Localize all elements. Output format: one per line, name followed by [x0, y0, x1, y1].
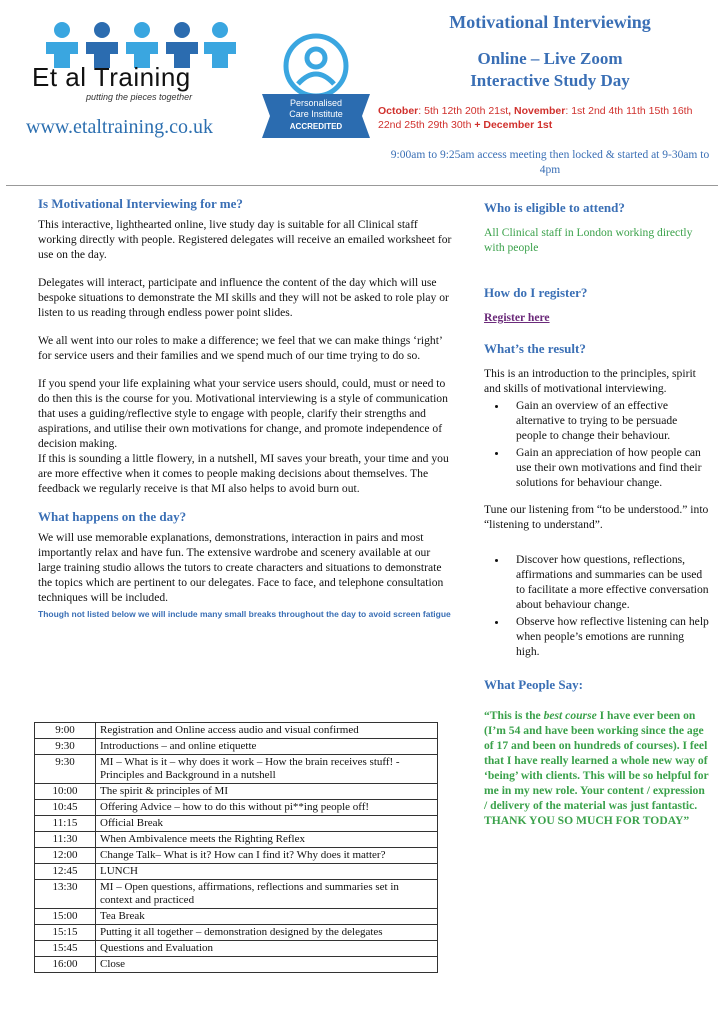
schedule-time: 9:00: [35, 723, 96, 739]
tune-listening: Tune our listening from “to be understood.” into “listening to understand”.: [484, 503, 709, 531]
schedule-row: [35, 909, 438, 925]
schedule-row: [35, 755, 438, 784]
schedule-row: [35, 739, 438, 755]
result-bullet: • Discover how questions, reflections, affirmations and summaries can be used to facilitate a more effective conversation about behaviour change.: [508, 552, 710, 612]
subtitle-line2: Interactive Study Day: [470, 71, 630, 90]
schedule-time: 10:00: [35, 784, 96, 800]
schedule-row: [35, 723, 438, 739]
schedule-row: [35, 880, 438, 909]
schedule-time: 12:45: [35, 864, 96, 880]
paragraph-nutshell: If this is sounding a little flowery, in a nutshell, MI saves your breath, your time and you are more effective when it comes to people making decisions about themselves. The feedback we regularly receive is that MI also helps to avoid burn out.: [38, 452, 449, 495]
breaks-note: Though not listed below we will include many small breaks throughout the day to avoid screen fatigue: [38, 609, 451, 619]
schedule-row: [35, 832, 438, 848]
heading-on-the-day: What happens on the day?: [38, 509, 187, 524]
quote-start: “This is the: [484, 709, 544, 722]
heading-result: What’s the result?: [484, 341, 586, 356]
schedule-item: MI – What is it – why does it work – How the brain receives stuff! - Principles and Background in a nutshell: [96, 755, 438, 784]
result-bullet: • Gain an appreciation of how people can use their own motivations and find their solutions for behaviour change.: [508, 445, 710, 490]
paragraph-roles: We all went into our roles to make a difference; we feel that we can make things ‘right’ for service users and their families and we spend much of our time trying to do so.: [38, 334, 442, 362]
paragraph-intro: This interactive, lighthearted online, live study day is suitable for all Clinical staff working directly with people. Registered delegates will receive an emailed worksheet for use on the day.: [38, 218, 452, 261]
schedule-time: 15:45: [35, 941, 96, 957]
result-intro: This is an introduction to the principles, spirit and skills of motivational interviewing.: [484, 367, 696, 395]
heading-eligible: Who is eligible to attend?: [484, 200, 625, 215]
quote-body: I have ever been on (I’m 54 and have been working since the age of 17 and been on hundreds of courses). I feel that I have really learned a whole new way of ‘being’ with clients. This will be so helpful for me in my new role. Your content / expression / delivery of the material was just fantastic.: [484, 709, 709, 812]
accreditation-badge-icon: [258, 32, 374, 140]
heading-people-say: What People Say:: [484, 677, 583, 692]
schedule-row: [35, 784, 438, 800]
paragraph-style: If you spend your life explaining what your service users should, could, must or need to do then this is the course for you. Motivational interviewing is a style of communication that uses a guiding/reflective style to engage with people, clarify their strengths and aspirations, and utilise their own motivations for change, and promote independence of decision making.: [38, 377, 448, 450]
schedule-item: Official Break: [96, 816, 438, 832]
schedule-item: When Ambivalence meets the Righting Reflex: [96, 832, 438, 848]
schedule-time: 10:45: [35, 800, 96, 816]
schedule-time: 15:00: [35, 909, 96, 925]
session-times: 9:00am to 9:25am access meeting then locked & started at 9-30am to 4pm: [390, 149, 710, 176]
schedule-time: 12:00: [35, 848, 96, 864]
schedule-row: [35, 848, 438, 864]
schedule-row: [35, 957, 438, 973]
page-title: Motivational Interviewing: [449, 12, 651, 32]
right-column: [484, 200, 710, 828]
schedule-item: Questions and Evaluation: [96, 941, 438, 957]
dates-october-label: October: [378, 105, 419, 117]
heading-register: How do I register?: [484, 285, 588, 300]
schedule-time: 11:30: [35, 832, 96, 848]
schedule-item: Tea Break: [96, 909, 438, 925]
result-bullets-1: [484, 398, 710, 490]
schedule-item: Offering Advice – how to do this without pi**ing people off!: [96, 800, 438, 816]
schedule-table: [34, 722, 438, 973]
schedule-item: Introductions – and online etiquette: [96, 739, 438, 755]
paragraph-on-the-day: We will use memorable explanations, demonstrations, interaction in pairs and most importantly relax and have fun. The extensive wardrobe and scenery available at our large training studio allows the tutors to create characters and situations to demonstrate the topics which are pertinent to our delegates. Face to face, and telephone consultation techniques will be included.: [38, 531, 444, 604]
result-bullet: • Gain an overview of an effective alternative to trying to be persuade people to change their behaviour.: [508, 398, 710, 443]
eligible-text: All Clinical staff in London working directly with people: [484, 226, 693, 254]
heading-for-me: Is Motivational Interviewing for me?: [38, 196, 243, 211]
schedule-time: 9:30: [35, 755, 96, 784]
course-dates: [378, 104, 718, 132]
quote-emphasis: best course: [543, 709, 597, 722]
website-link[interactable]: www.etaltraining.co.uk: [26, 116, 213, 138]
dates-november: : 1st 2nd 4th 11th 15th 16th 22nd 25th 29th 30th: [378, 105, 693, 131]
result-bullets-2: [484, 552, 710, 659]
dates-december: + December 1st: [471, 119, 553, 131]
result-bullet: • Observe how reflective listening can help when people’s emotions are running high.: [508, 614, 710, 659]
schedule-row: [35, 800, 438, 816]
schedule-row: [35, 816, 438, 832]
header-divider: [6, 185, 718, 186]
logo-name: Et al Training: [32, 62, 191, 92]
schedule-item: Registration and Online access audio and visual confirmed: [96, 723, 438, 739]
schedule-row: [35, 941, 438, 957]
schedule-row: [35, 864, 438, 880]
badge-line1: Personalised: [289, 98, 343, 108]
schedule-time: 15:15: [35, 925, 96, 941]
dates-november-label: , November: [508, 105, 566, 117]
badge-line3: ACCREDITED: [289, 122, 343, 131]
schedule-time: 13:30: [35, 880, 96, 909]
logo-tagline: putting the pieces together: [86, 92, 193, 102]
testimonial-quote: [484, 708, 710, 828]
schedule-time: 16:00: [35, 957, 96, 973]
badge-line2: Care Institute: [289, 109, 343, 119]
paragraph-delegates: Delegates will interact, participate and influence the content of the day which will use bespoke situations to demonstrate the MI skills and they will not be asked to role play or listen to us reading through endless power point slides.: [38, 276, 449, 319]
page-subtitle: [380, 48, 720, 92]
dates-october: : 5th 12th 20th 21st: [418, 105, 509, 117]
subtitle-line1: Online – Live Zoom: [477, 49, 623, 68]
schedule-item: The spirit & principles of MI: [96, 784, 438, 800]
schedule-row: [35, 925, 438, 941]
schedule-time: 11:15: [35, 816, 96, 832]
schedule-item: Putting it all together – demonstration designed by the delegates: [96, 925, 438, 941]
register-link[interactable]: Register here: [484, 311, 550, 324]
schedule-item: Close: [96, 957, 438, 973]
schedule-item: MI – Open questions, affirmations, reflections and summaries set in context and practiced: [96, 880, 438, 909]
schedule-item: Change Talk– What is it? How can I find it? Why does it matter?: [96, 848, 438, 864]
quote-end: THANK YOU SO MUCH FOR TODAY”: [484, 814, 690, 827]
left-column: [38, 196, 456, 628]
schedule-item: LUNCH: [96, 864, 438, 880]
schedule-time: 9:30: [35, 739, 96, 755]
